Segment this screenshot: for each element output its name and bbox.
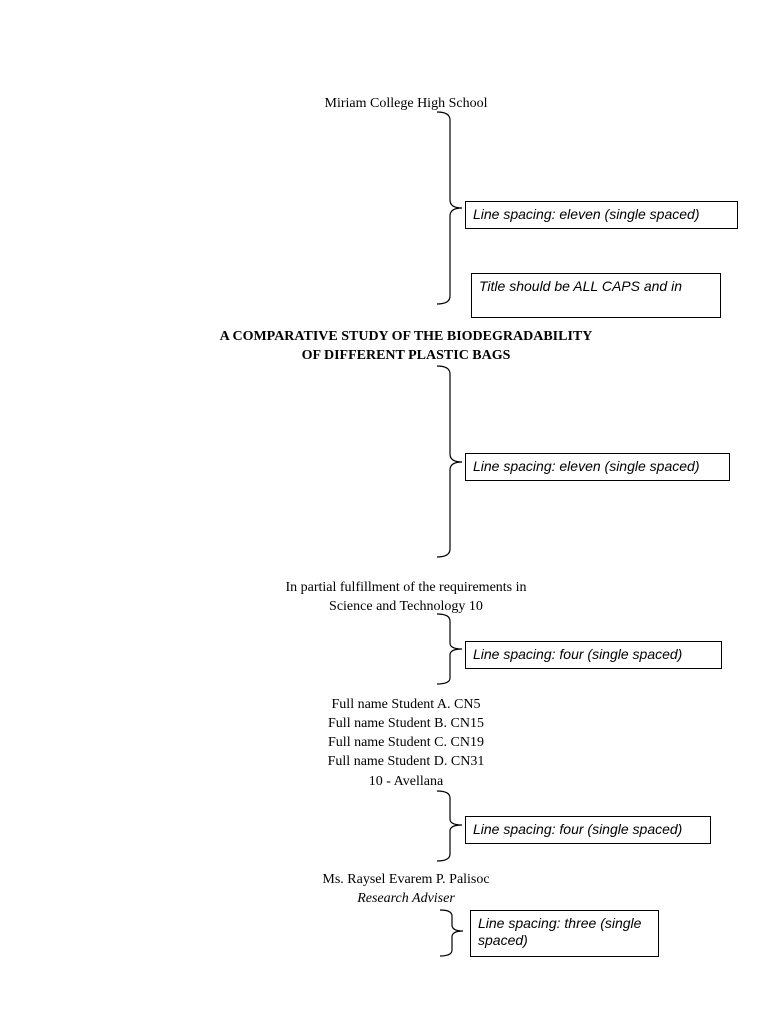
bracket-after-title — [437, 366, 462, 557]
title-line-1: A COMPARATIVE STUDY OF THE BIODEGRADABILITY — [219, 329, 593, 344]
student-line: Full name Student B. CN15 — [328, 716, 484, 731]
callout-spacing-after-students: Line spacing: four (single spaced) — [465, 816, 711, 844]
callout-spacing-after-adviser: Line spacing: three (single spaced) — [470, 910, 659, 957]
bracket-after-school — [437, 112, 462, 304]
callout-title-caps: Title should be ALL CAPS and in — [471, 273, 721, 318]
title-line-2: OF DIFFERENT PLASTIC BAGS — [301, 348, 511, 363]
student-line: Full name Student D. CN31 — [327, 754, 485, 769]
adviser-name: Ms. Raysel Evarem P. Palisoc — [322, 872, 490, 887]
fulfillment-line-1: In partial fulfillment of the requirements in — [285, 580, 527, 595]
bracket-after-adviser — [440, 910, 463, 956]
adviser-role: Research Adviser — [357, 891, 455, 906]
bracket-after-students — [437, 791, 462, 861]
section-name: 10 - Avellana — [368, 774, 444, 789]
callout-spacing-after-fulfillment: Line spacing: four (single spaced) — [465, 641, 722, 669]
student-line: Full name Student C. CN19 — [328, 735, 484, 750]
student-line: Full name Student A. CN5 — [331, 697, 481, 712]
bracket-after-fulfillment — [437, 614, 462, 684]
school-name: Miriam College High School — [324, 96, 488, 111]
fulfillment-line-2: Science and Technology 10 — [329, 599, 483, 614]
callout-spacing-after-title: Line spacing: eleven (single spaced) — [465, 453, 730, 481]
callout-spacing-after-school: Line spacing: eleven (single spaced) — [465, 201, 738, 229]
